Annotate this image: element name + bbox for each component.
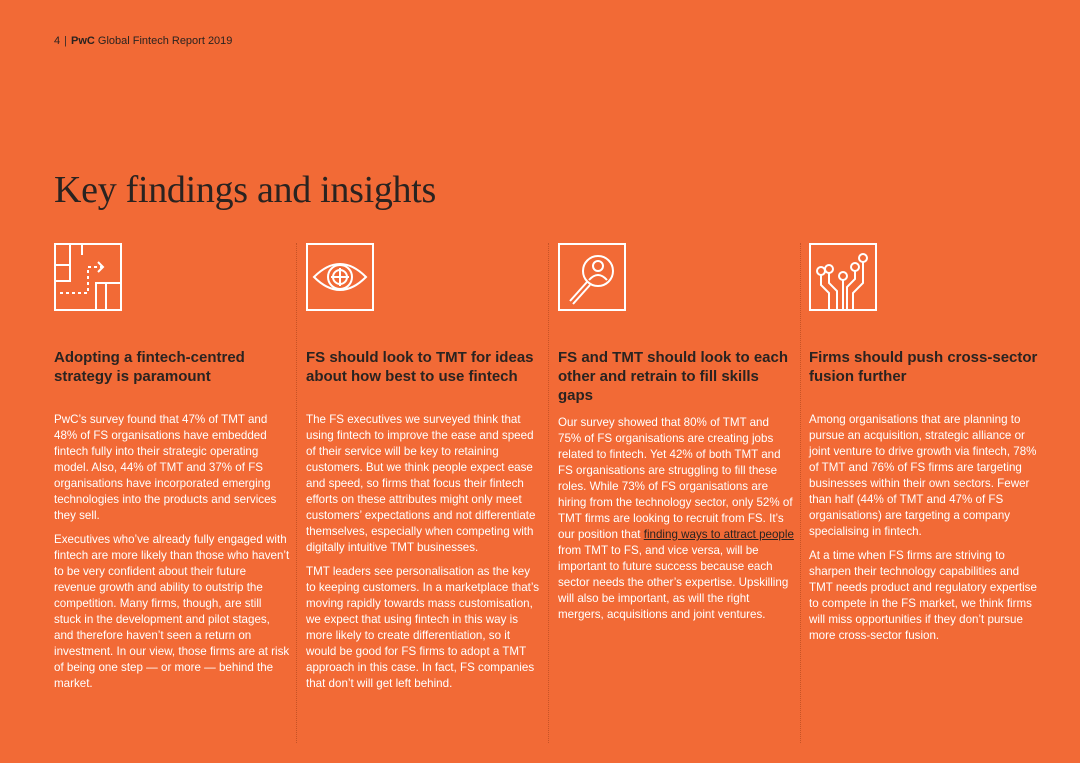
- paragraph: The FS executives we surveyed think that using fintech to improve the ease and speed of their service will be key to retaining customers. But we think people expect ease and speed, so firms that focus their fintech efforts on these attributes might only meet customers’ expectations and not differentiate themselves, especially when competing with digitally intuitive TMT businesses.: [306, 413, 536, 554]
- eye-target-icon: [306, 243, 374, 311]
- page-header: [54, 35, 232, 47]
- finding-column-skills-gaps: [558, 243, 794, 621]
- paragraph-text: from TMT to FS, and vice versa, will be important to future success because each sector needs the other’s expertise. Upskilling will also be important, as will the right mergers, acquisitions and joint ventures.: [558, 544, 789, 621]
- column-heading: FS should look to TMT for ideas about how best to use fintech: [306, 349, 534, 385]
- column-heading: Firms should push cross-sector fusion further: [809, 349, 1038, 385]
- circuit-fusion-icon: [809, 243, 877, 311]
- column-body: [306, 412, 542, 700]
- column-body: [558, 415, 794, 631]
- finding-column-strategy: [54, 243, 290, 690]
- paragraph: Executives who’ve already fully engaged with fintech are more likely than those who haven’t to be very confident about their future revenue growth and ability to outstrip the competition. Many firms, though, are still stuck in the development and pilot stages, and therefore haven’t seen a return on investment. In our view, those firms are at risk of being one step — or more — behind the market.: [54, 533, 290, 690]
- paragraph-text: Our survey showed that 80% of TMT and 75% of FS organisations are creating jobs related to fintech. Yet 42% of both TMT and FS organisations are struggling to fill these roles. While 73% of FS organisations are hiring from the technology sector, only 52% of TMT firms are looking to recruit from FS. It’s our position that: [558, 416, 793, 541]
- brand-name: PwC: [70, 35, 95, 47]
- page-title: Key findings and insights: [54, 169, 436, 211]
- paragraph: PwC’s survey found that 47% of TMT and 48% of FS organisations have embedded fintech fully into their strategic operating model. Also, 44% of TMT and 37% of FS organisations have incorporated emerging technologies into the products and services they sell.: [54, 413, 277, 522]
- paragraph: Among organisations that are planning to pursue an acquisition, strategic alliance or joint venture to drive growth via fintech, 78% of TMT and 76% of FS firms are targeting businesses within their own sectors. Fewer than half (44% of TMT and 47% of FS organisations) are targeting a company specialising in fintech.: [809, 413, 1037, 538]
- column-divider: [296, 243, 297, 743]
- column-divider: [548, 243, 549, 743]
- paragraph: TMT leaders see personalisation as the key to keeping customers. In a marketplace that’s moving rapidly towards mass customisation, we expect that using fintech in this way is more likely to create differentiation, so it would be good for FS firms to adopt a TMT approach in this case. In fact, FS companies that don’t will get left behind.: [306, 565, 540, 690]
- column-body: [54, 412, 290, 700]
- column-heading: FS and TMT should look to each other and retrain to fill skills gaps: [558, 349, 789, 404]
- finding-column-cross-sector: [809, 243, 1045, 642]
- page-number: 4: [54, 35, 61, 47]
- column-divider: [800, 243, 801, 743]
- finding-column-fs-tmt-ideas: [306, 243, 542, 690]
- column-body: [809, 412, 1045, 652]
- strategy-path-icon: [54, 243, 122, 311]
- person-search-icon: [558, 243, 626, 311]
- paragraph: At a time when FS firms are striving to sharpen their technology capabilities and TMT needs product and regulatory expertise to compete in the FS market, we think firms will miss opportunities if they don’t pursue more cross-sector fusion.: [809, 549, 1037, 642]
- report-title: Global Fintech Report 2019: [97, 35, 233, 47]
- column-heading: Adopting a fintech-centred strategy is paramount: [54, 349, 245, 385]
- paragraph: [558, 415, 794, 623]
- finding-ways-link[interactable]: finding ways to attract people: [643, 528, 794, 541]
- header-separator: |: [64, 35, 67, 47]
